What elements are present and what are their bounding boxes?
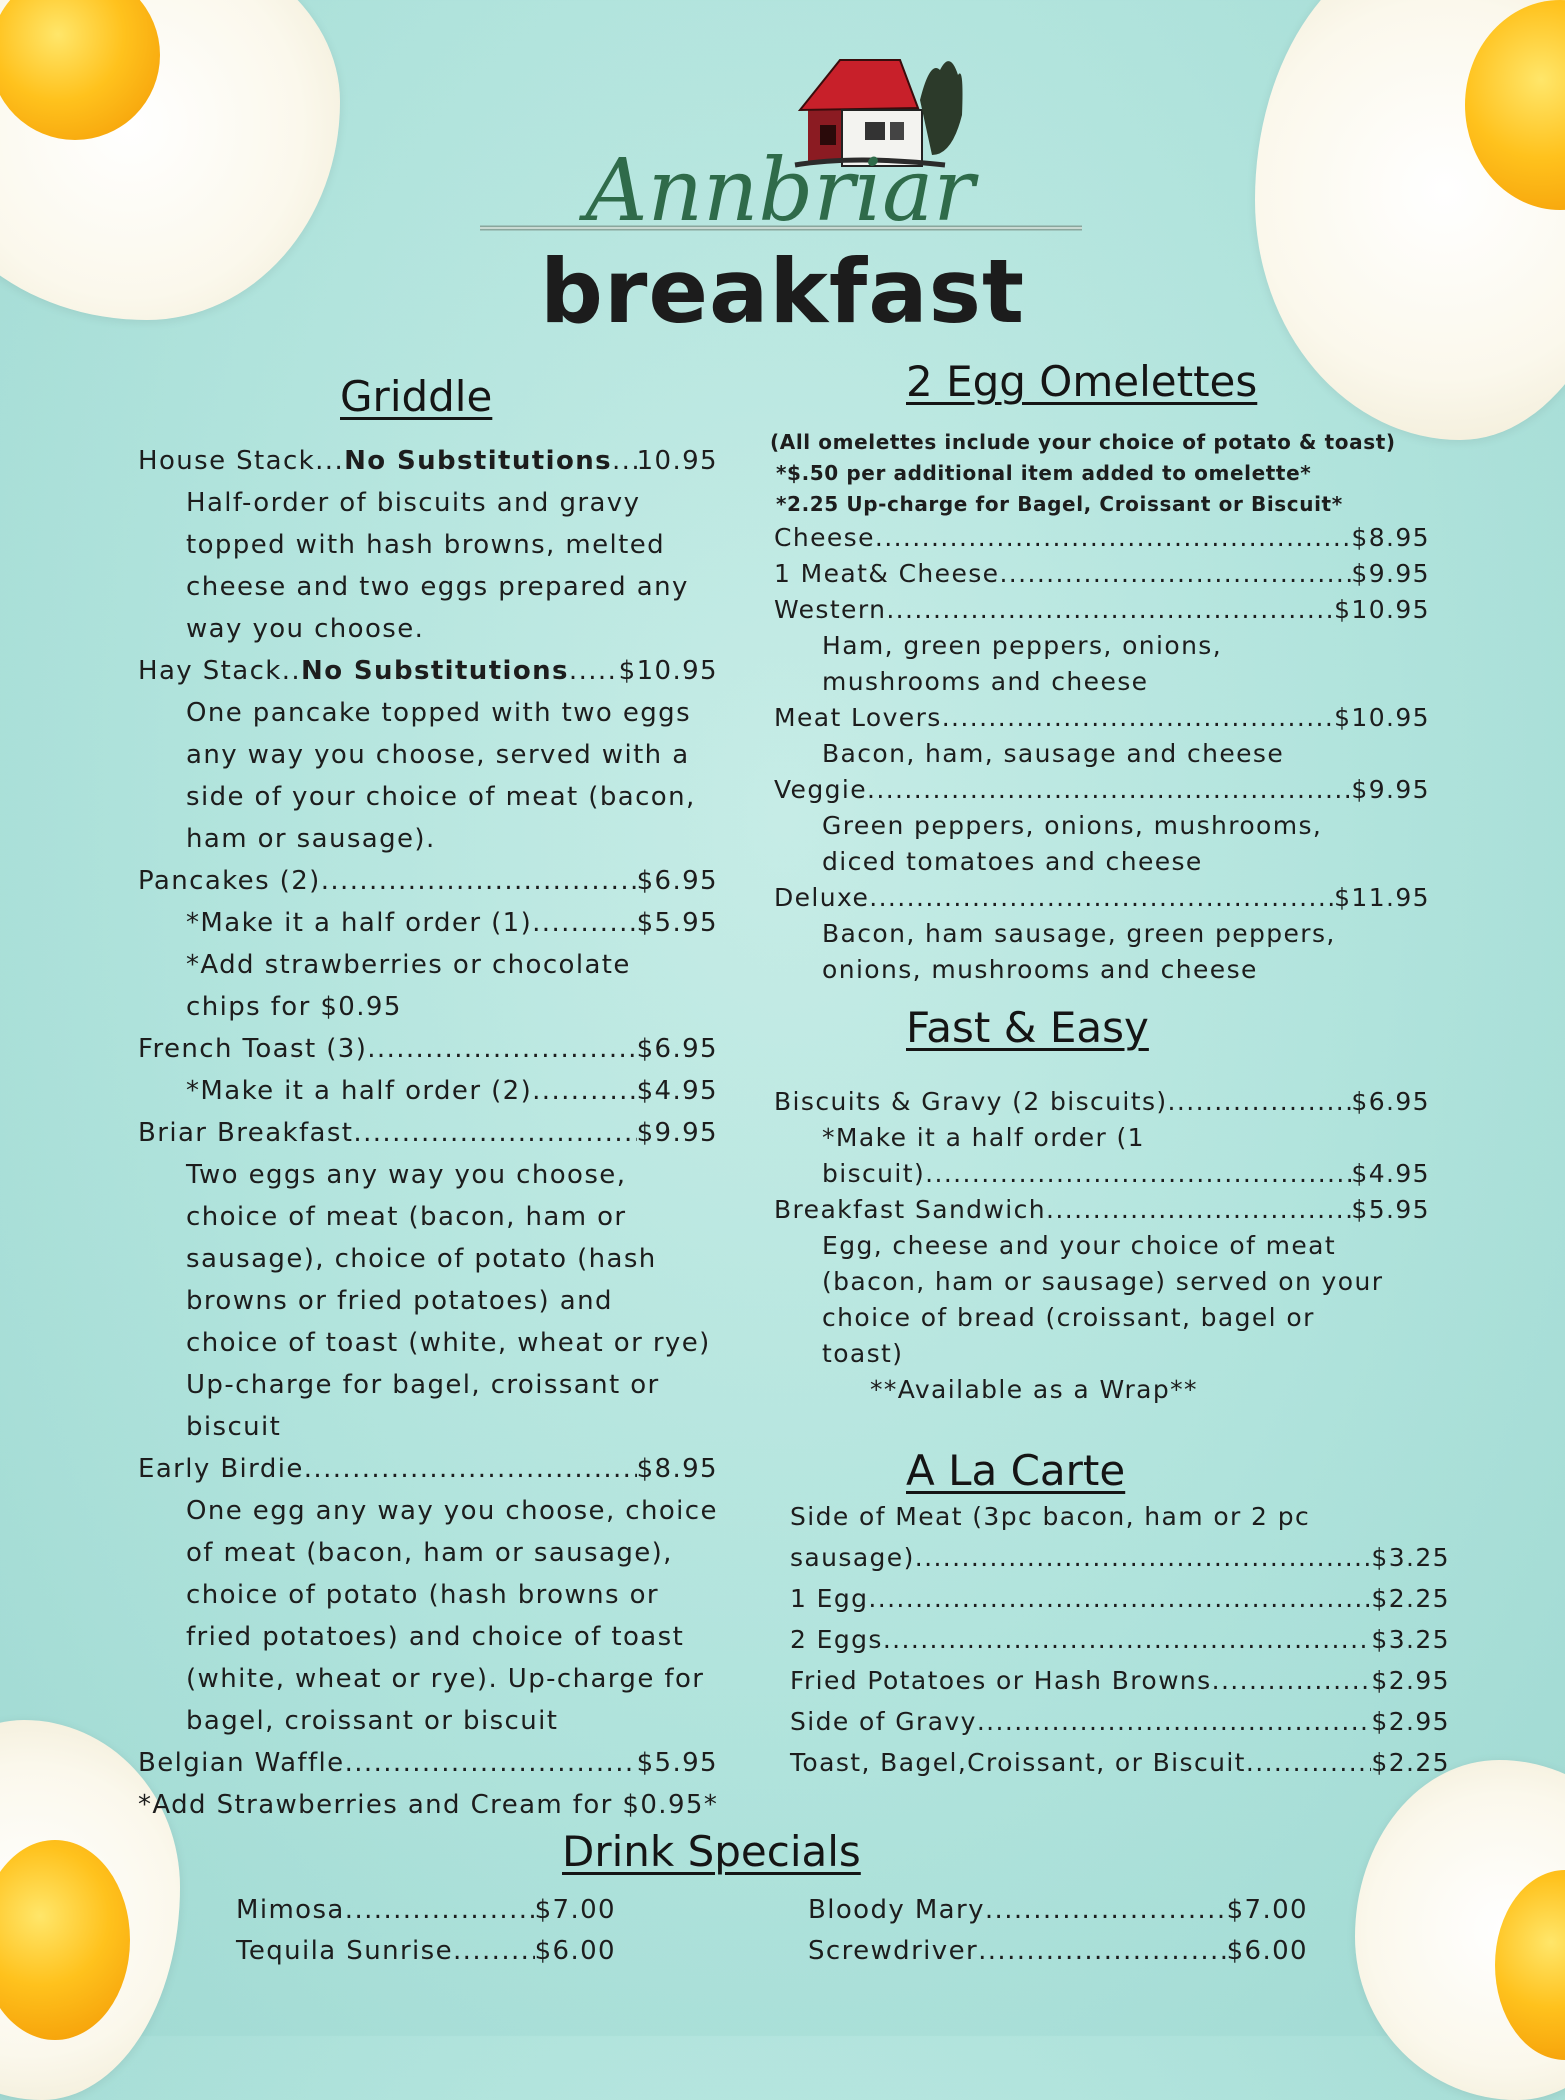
annbriar-logo — [470, 30, 1090, 245]
page-title: breakfast — [539, 240, 1026, 343]
menu-item — [790, 1660, 1450, 1701]
item-price: $3.25 — [1371, 1625, 1450, 1654]
dot-leader — [532, 902, 636, 944]
a-la-carte-section — [790, 1496, 1450, 1783]
drink-price: $7.00 — [1226, 1895, 1308, 1925]
menu-item — [790, 1537, 1450, 1578]
dot-leader — [925, 1156, 1351, 1192]
menu-item — [138, 650, 718, 692]
item-description: ham or sausage). — [186, 824, 436, 854]
item-price: $8.95 — [636, 1454, 718, 1484]
item-name: *Make it a half order (2) — [186, 1076, 533, 1106]
item-description: side of your choice of meat (bacon, — [186, 782, 696, 812]
item-price: $5.95 — [636, 1748, 718, 1778]
item-price: $11.95 — [1334, 883, 1430, 912]
menu-subitem — [138, 902, 718, 944]
item-name: *Make it a half order (1) — [186, 908, 533, 938]
item-price: $6.95 — [636, 1034, 718, 1064]
drink-item — [236, 1931, 616, 1972]
item-description: chips for $0.95 — [186, 992, 402, 1022]
menu-item — [138, 1028, 718, 1070]
item-name: French Toast (3) — [138, 1034, 368, 1064]
item-price: $10.95 — [1334, 595, 1430, 624]
item-price: $6.95 — [1351, 1087, 1430, 1116]
item-description: One egg any way you choose, choice — [186, 1496, 718, 1526]
omelette-note: *2.25 Up-charge for Bagel, Croissant or Biscuit* — [776, 492, 1343, 516]
item-note: No Substitutions — [301, 656, 569, 686]
griddle-heading: Griddle — [340, 372, 493, 421]
item-description: toast) — [822, 1339, 904, 1368]
drink-price: $6.00 — [1226, 1936, 1308, 1966]
drink-item — [808, 1890, 1308, 1931]
menu-item — [138, 860, 718, 902]
item-price: $9.95 — [636, 1118, 718, 1148]
dot-leader — [1246, 1742, 1372, 1783]
menu-item — [138, 1112, 718, 1154]
omelettes-section — [770, 427, 1430, 988]
item-description: topped with hash browns, melted — [186, 530, 665, 560]
item-description: any way you choose, served with a — [186, 740, 690, 770]
item-price: $5.95 — [636, 908, 718, 938]
a-la-carte-heading: A La Carte — [906, 1446, 1126, 1495]
item-description: *Make it a half order (1 — [822, 1123, 1145, 1152]
dot-leader — [612, 440, 637, 482]
menu-subitem — [774, 1156, 1430, 1192]
item-description: Bacon, ham, sausage and cheese — [822, 739, 1285, 768]
item-name: Cheese — [774, 523, 875, 552]
item-description: Ham, green peppers, onions, — [822, 631, 1223, 660]
item-name: Meat Lovers — [774, 703, 942, 732]
item-price: $10.95 — [618, 656, 718, 686]
fried-egg-top-right-icon — [1255, 0, 1565, 440]
item-description: sausage), choice of potato (hash — [186, 1244, 657, 1274]
item-name: Belgian Waffle — [138, 1748, 345, 1778]
item-description: mushrooms and cheese — [822, 667, 1149, 696]
item-name: Side of Gravy — [790, 1707, 977, 1736]
item-name: Veggie — [774, 775, 868, 804]
item-name: Hay Stack.. — [138, 656, 302, 686]
item-note: No Substitutions — [344, 446, 612, 476]
menu-item — [774, 880, 1430, 916]
item-description: of meat (bacon, ham or sausage), — [186, 1538, 673, 1568]
item-description: Egg, cheese and your choice of meat — [822, 1231, 1337, 1260]
item-name: 2 Eggs — [790, 1625, 883, 1654]
dot-leader — [942, 700, 1334, 736]
dot-leader — [1168, 1084, 1352, 1120]
drink-item — [808, 1931, 1308, 1972]
menu-item — [790, 1619, 1450, 1660]
dot-leader — [569, 650, 619, 692]
item-description: choice of toast (white, wheat or rye) — [186, 1328, 711, 1358]
item-name: Toast, Bagel,Croissant, or Biscuit — [790, 1748, 1246, 1777]
drink-name: Mimosa — [236, 1895, 345, 1925]
item-description: Bacon, ham sausage, green peppers, — [822, 919, 1336, 948]
dot-leader — [915, 1537, 1372, 1578]
item-description: diced tomatoes and cheese — [822, 847, 1203, 876]
dot-leader — [869, 880, 1334, 916]
omelettes-heading: 2 Egg Omelettes — [906, 357, 1258, 406]
item-name: Pancakes (2) — [138, 866, 321, 896]
drink-price: $6.00 — [534, 1936, 616, 1966]
dot-leader — [1212, 1660, 1372, 1701]
dot-leader — [345, 1742, 637, 1784]
item-description: choice of bread (croissant, bagel or — [822, 1303, 1315, 1332]
item-description: fried potatoes) and choice of toast — [186, 1622, 685, 1652]
item-price: $6.95 — [636, 866, 718, 896]
menu-note: *Add Strawberries and Cream for $0.95* — [138, 1790, 719, 1820]
menu-item — [138, 440, 718, 482]
item-description: browns or fried potatoes) and — [186, 1286, 613, 1316]
menu-item — [790, 1701, 1450, 1742]
item-price: $9.95 — [1351, 559, 1430, 588]
item-name: Fried Potatoes or Hash Browns — [790, 1666, 1212, 1695]
item-name: Early Birdie — [138, 1454, 304, 1484]
dot-leader — [886, 592, 1334, 628]
dot-leader — [883, 1619, 1372, 1660]
item-description: onions, mushrooms and cheese — [822, 955, 1258, 984]
item-price: $2.25 — [1371, 1748, 1450, 1777]
item-price: $2.25 — [1371, 1584, 1450, 1613]
item-name: Biscuits & Gravy (2 biscuits) — [774, 1087, 1168, 1116]
drink-specials-heading: Drink Specials — [562, 1827, 861, 1876]
fast-easy-section — [770, 1084, 1430, 1408]
item-name: sausage) — [790, 1543, 915, 1572]
item-description: Up-charge for bagel, croissant or — [186, 1370, 660, 1400]
item-price: 10.95 — [636, 446, 718, 476]
menu-item — [790, 1578, 1450, 1619]
item-description: One pancake topped with two eggs — [186, 698, 692, 728]
drink-price: $7.00 — [534, 1895, 616, 1925]
menu-item — [138, 1742, 718, 1784]
dot-leader — [999, 556, 1351, 592]
dot-leader — [453, 1931, 535, 1972]
fried-egg-bottom-right-icon — [1355, 1760, 1565, 2100]
item-description: cheese and two eggs prepared any — [186, 572, 689, 602]
item-price: $3.25 — [1371, 1543, 1450, 1572]
item-description: **Available as a Wrap** — [870, 1375, 1198, 1404]
item-price: $8.95 — [1351, 523, 1430, 552]
menu-note: Side of Meat (3pc bacon, ham or 2 pc — [790, 1502, 1311, 1531]
item-description: Two eggs any way you choose, — [186, 1160, 627, 1190]
item-name: biscuit) — [822, 1159, 926, 1188]
menu-item — [774, 700, 1430, 736]
menu-item — [774, 592, 1430, 628]
griddle-section — [138, 440, 718, 1826]
item-name: House Stack... — [138, 446, 345, 476]
menu-item — [774, 1192, 1430, 1228]
dot-leader — [532, 1070, 636, 1112]
item-price: $5.95 — [1351, 1195, 1430, 1224]
item-description: bagel, croissant or biscuit — [186, 1706, 559, 1736]
item-description: Green peppers, onions, mushrooms, — [822, 811, 1323, 840]
item-price: $2.95 — [1371, 1666, 1450, 1695]
drinks-right — [808, 1890, 1308, 1972]
omelette-note: (All omelettes include your choice of potato & toast) — [770, 430, 1396, 454]
dot-leader — [977, 1701, 1372, 1742]
fast-easy-heading: Fast & Easy — [906, 1003, 1149, 1052]
item-name: Western — [774, 595, 887, 624]
item-description: choice of potato (hash browns or — [186, 1580, 660, 1610]
item-name: 1 Egg — [790, 1584, 869, 1613]
menu-item — [774, 556, 1430, 592]
drink-name: Screwdriver — [808, 1936, 979, 1966]
dot-leader — [868, 1578, 1371, 1619]
item-name: 1 Meat& Cheese — [774, 559, 1000, 588]
item-name: Briar Breakfast — [138, 1118, 354, 1148]
dot-leader — [1046, 1192, 1351, 1228]
dot-leader — [985, 1890, 1227, 1931]
item-price: $4.95 — [636, 1076, 718, 1106]
drink-name: Tequila Sunrise — [236, 1936, 454, 1966]
drinks-left — [236, 1890, 616, 1972]
menu-item — [774, 520, 1430, 556]
dot-leader — [345, 1890, 535, 1931]
dot-leader — [875, 520, 1352, 556]
menu-item — [774, 772, 1430, 808]
item-description: way you choose. — [186, 614, 425, 644]
item-name: Breakfast Sandwich — [774, 1195, 1047, 1224]
dot-leader — [367, 1028, 636, 1070]
brand-script: Annbriar — [585, 141, 975, 241]
omelette-note: *$.50 per additional item added to omelette* — [776, 461, 1312, 485]
drink-item — [236, 1890, 616, 1931]
dot-leader — [321, 860, 637, 902]
menu-item — [790, 1742, 1450, 1783]
item-price: $10.95 — [1334, 703, 1430, 732]
item-price: $4.95 — [1351, 1159, 1430, 1188]
item-description: choice of meat (bacon, ham or — [186, 1202, 627, 1232]
item-description: (white, wheat or rye). Up-charge for — [186, 1664, 705, 1694]
item-price: $2.95 — [1371, 1707, 1450, 1736]
dot-leader — [867, 772, 1351, 808]
dot-leader — [353, 1112, 636, 1154]
item-name: Deluxe — [774, 883, 870, 912]
menu-subitem — [138, 1070, 718, 1112]
menu-item — [138, 1448, 718, 1490]
item-description: Half-order of biscuits and gravy — [186, 488, 641, 518]
menu-item — [774, 1084, 1430, 1120]
item-description: *Add strawberries or chocolate — [186, 950, 631, 980]
drink-name: Bloody Mary — [808, 1895, 985, 1925]
dot-leader — [304, 1448, 637, 1490]
item-description: (bacon, ham or sausage) served on your — [822, 1267, 1384, 1296]
item-price: $9.95 — [1351, 775, 1430, 804]
dot-leader — [978, 1931, 1226, 1972]
item-description: biscuit — [186, 1412, 282, 1442]
